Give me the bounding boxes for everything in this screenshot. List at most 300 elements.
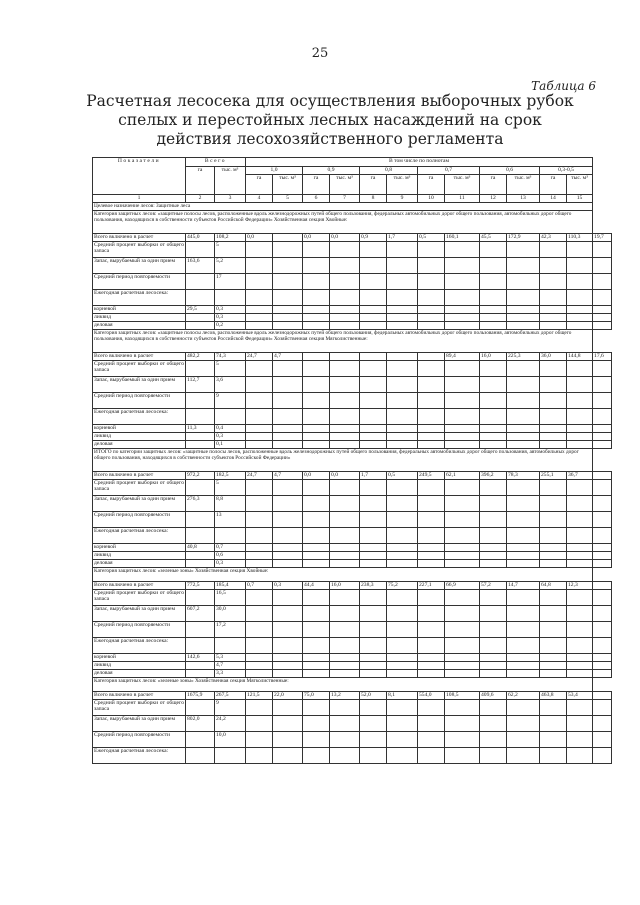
table-cell (360, 512, 387, 528)
table-cell (215, 748, 246, 764)
table-cell (507, 433, 540, 441)
table-cell (387, 700, 418, 716)
table-cell (330, 377, 360, 393)
table-cell (273, 306, 303, 314)
table-cell: 9 (215, 393, 246, 409)
row-label: Средний период повторяемости (93, 393, 186, 409)
table-cell (567, 274, 593, 290)
table-cell (273, 716, 303, 732)
table-cell (507, 290, 540, 306)
row-label: Средний процент выборки от общего запаса (93, 480, 186, 496)
table-cell (246, 700, 273, 716)
table-cell (480, 314, 507, 322)
table-cell (186, 732, 215, 748)
col-number: 12 (480, 195, 507, 203)
table-cell (246, 606, 273, 622)
table-cell: 112,7 (186, 377, 215, 393)
table-cell (567, 306, 593, 314)
table-cell (303, 544, 330, 552)
table-cell: 108,2 (215, 234, 246, 242)
table-cell (303, 716, 330, 732)
table-cell (273, 425, 303, 433)
table-cell (273, 638, 303, 654)
table-cell: 0,7 (215, 544, 246, 552)
forest-cut-table (92, 157, 612, 764)
table-cell (273, 393, 303, 409)
row-label: деловая (93, 670, 186, 678)
table-cell: 24,7 (246, 472, 273, 480)
table-cell (567, 700, 593, 716)
table-cell (445, 700, 480, 716)
table-cell (303, 314, 330, 322)
row-label: Запас, вырубаемый за один прием (93, 606, 186, 622)
table-cell (418, 353, 445, 361)
table-cell (273, 662, 303, 670)
table-cell (387, 606, 418, 622)
table-cell: 0,6 (215, 552, 246, 560)
category-text: Целевое назначение лесов: Защитные леса (93, 203, 593, 211)
table-cell (480, 274, 507, 290)
table-cell: 227,1 (418, 582, 445, 590)
table-cell (387, 590, 418, 606)
row-label: деловая (93, 560, 186, 568)
table-cell (540, 662, 567, 670)
data-row (93, 441, 612, 449)
table-cell (445, 590, 480, 606)
table-cell (507, 638, 540, 654)
table-cell (273, 496, 303, 512)
table-cell (593, 314, 612, 322)
table-cell (593, 425, 612, 433)
table-cell (507, 377, 540, 393)
header-indicators: Показатели (93, 158, 186, 195)
table-cell (330, 544, 360, 552)
table-cell (215, 409, 246, 425)
table-cell (387, 258, 418, 274)
row-label: деловая (93, 322, 186, 330)
table-cell (445, 480, 480, 496)
table-cell (330, 242, 360, 258)
col-number: 3 (215, 195, 246, 203)
table-cell (418, 274, 445, 290)
table-cell: 19,7 (593, 234, 612, 242)
table-cell: 0,3 (215, 560, 246, 568)
table-cell (360, 590, 387, 606)
table-cell (593, 552, 612, 560)
table-cell (330, 716, 360, 732)
table-cell (215, 638, 246, 654)
table-cell (186, 748, 215, 764)
data-row (93, 638, 612, 654)
table-cell (303, 242, 330, 258)
table-cell (445, 425, 480, 433)
table-cell: 607,2 (186, 606, 215, 622)
table-cell (273, 560, 303, 568)
table-cell: 276,3 (186, 496, 215, 512)
table-cell: 396,2 (480, 472, 507, 480)
table-cell (567, 638, 593, 654)
table-cell: 12,3 (567, 582, 593, 590)
col-number: 9 (387, 195, 418, 203)
table-cell (593, 528, 612, 544)
header-m3: тыс. м³ (445, 175, 480, 195)
row-label: корневой (93, 425, 186, 433)
table-cell (246, 512, 273, 528)
table-cell (215, 528, 246, 544)
table-cell (567, 377, 593, 393)
data-row (93, 242, 612, 258)
table-cell (330, 425, 360, 433)
table-cell (360, 306, 387, 314)
table-cell (418, 606, 445, 622)
table-cell (507, 528, 540, 544)
table-cell (186, 409, 215, 425)
table-cell (507, 361, 540, 377)
table-cell: 45,5 (480, 234, 507, 242)
table-cell: 0,5 (418, 234, 445, 242)
table-cell (303, 622, 330, 638)
table-cell (593, 732, 612, 748)
table-cell: 16,5 (215, 590, 246, 606)
header-m3: тыс. м³ (330, 175, 360, 195)
table-cell (540, 700, 567, 716)
data-row (93, 472, 612, 480)
table-cell (303, 322, 330, 330)
table-cell (507, 322, 540, 330)
row-label: Всего включено в расчет (93, 472, 186, 480)
table-cell: 62,1 (445, 472, 480, 480)
table-cell (480, 606, 507, 622)
table-cell (273, 748, 303, 764)
category-text: ИТОГО по категории защитных лесов: «защитные полосы лесов, расположенные вдоль железнодорожных путей общего пользования, федеральных автомобильных дорог общего пользования, автомобильных дорог общего пользования, находящихся в собственности субъектов Российской Федерации» (93, 449, 593, 472)
table-cell (445, 258, 480, 274)
data-row (93, 480, 612, 496)
table-cell (418, 528, 445, 544)
table-cell (593, 700, 612, 716)
category-row (93, 330, 612, 353)
table-cell (303, 377, 330, 393)
table-cell: 185,4 (215, 582, 246, 590)
table-cell (360, 258, 387, 274)
table-cell (387, 560, 418, 568)
table-cell (567, 480, 593, 496)
table-cell (418, 544, 445, 552)
table-cell (387, 528, 418, 544)
table-cell: 22,0 (273, 692, 303, 700)
table-cell (445, 314, 480, 322)
header-ha: га (360, 175, 387, 195)
col-number: 7 (330, 195, 360, 203)
table-cell (246, 322, 273, 330)
table-cell (480, 732, 507, 748)
table-cell (567, 425, 593, 433)
table-cell (507, 314, 540, 322)
table-cell (445, 290, 480, 306)
table-cell (418, 716, 445, 732)
data-row (93, 654, 612, 662)
header-m3: тыс. м³ (387, 175, 418, 195)
table-cell (186, 322, 215, 330)
table-cell (186, 361, 215, 377)
table-cell (246, 306, 273, 314)
table-cell (593, 716, 612, 732)
table-cell (540, 590, 567, 606)
table-cell: 0,0 (330, 472, 360, 480)
table-cell (480, 590, 507, 606)
table-cell (387, 322, 418, 330)
table-cell (480, 242, 507, 258)
table-cell: 5,3 (215, 654, 246, 662)
table-cell (418, 552, 445, 560)
table-cell (540, 258, 567, 274)
table-cell: 0,3 (215, 314, 246, 322)
table-cell (593, 560, 612, 568)
table-cell (593, 692, 612, 700)
data-row (93, 393, 612, 409)
table-cell (273, 441, 303, 449)
table-cell (507, 748, 540, 764)
table-cell (246, 654, 273, 662)
table-cell (507, 306, 540, 314)
table-cell (246, 590, 273, 606)
table-cell (360, 393, 387, 409)
table-cell: 24,7 (246, 353, 273, 361)
table-cell (273, 670, 303, 678)
table-cell (445, 274, 480, 290)
table-cell: 13,2 (330, 692, 360, 700)
table-cell (387, 314, 418, 322)
table-cell: 255,1 (540, 472, 567, 480)
table-cell (418, 512, 445, 528)
table-cell (567, 622, 593, 638)
table-cell (480, 361, 507, 377)
table-cell (567, 732, 593, 748)
table-cell (567, 528, 593, 544)
table-cell (540, 393, 567, 409)
table-cell (387, 242, 418, 258)
data-row (93, 670, 612, 678)
table-cell (303, 528, 330, 544)
table-cell (387, 662, 418, 670)
table-cell (360, 560, 387, 568)
table-cell (387, 353, 418, 361)
table-cell (418, 700, 445, 716)
table-body (93, 203, 612, 764)
row-label: Средний период повторяемости (93, 622, 186, 638)
table-cell (303, 274, 330, 290)
table-cell (567, 322, 593, 330)
data-row (93, 544, 612, 552)
data-row (93, 353, 612, 361)
table-cell (303, 441, 330, 449)
table-cell (246, 409, 273, 425)
row-label: Ежегодная расчетная лесосека: (93, 748, 186, 764)
row-label: корневой (93, 544, 186, 552)
document-title: Расчетная лесосека для осуществления выборочных рубок спелых и перестойных лесных насаждений на срок действия лесохозяйственного регламента (86, 92, 574, 148)
table-cell: 554,0 (418, 692, 445, 700)
table-cell (418, 560, 445, 568)
table-cell (186, 393, 215, 409)
col-number: 2 (186, 195, 215, 203)
table-cell (593, 258, 612, 274)
table-cell (593, 582, 612, 590)
table-cell (445, 322, 480, 330)
table-cell: 163,6 (186, 258, 215, 274)
data-row (93, 425, 612, 433)
table-cell (540, 552, 567, 560)
table-cell (273, 322, 303, 330)
table-cell (593, 512, 612, 528)
row-label: ликвид (93, 662, 186, 670)
table-cell (445, 393, 480, 409)
table-cell (507, 496, 540, 512)
table-cell (186, 242, 215, 258)
table-cell (593, 306, 612, 314)
table-cell (418, 425, 445, 433)
table-cell (246, 528, 273, 544)
table-header (93, 158, 612, 203)
table-cell (330, 552, 360, 560)
table-cell: 16,0 (330, 582, 360, 590)
table-cell (360, 732, 387, 748)
table-cell (567, 496, 593, 512)
data-row (93, 560, 612, 568)
table-cell (330, 290, 360, 306)
table-cell (540, 544, 567, 552)
table-cell (303, 306, 330, 314)
table-cell: 1,7 (360, 472, 387, 480)
header-m3: тыс. м³ (567, 175, 593, 195)
table-cell (273, 622, 303, 638)
table-cell (540, 377, 567, 393)
table-cell (330, 306, 360, 314)
table-cell (387, 638, 418, 654)
table-cell (593, 274, 612, 290)
table-cell: 0,3 (273, 582, 303, 590)
table-cell (507, 654, 540, 662)
table-cell (540, 409, 567, 425)
table-cell (507, 441, 540, 449)
data-row (93, 290, 612, 306)
table-cell (303, 590, 330, 606)
table-cell: 238,3 (360, 582, 387, 590)
table-cell (387, 433, 418, 441)
row-label: Всего включено в расчет (93, 234, 186, 242)
table-cell (540, 560, 567, 568)
header-ha: га (246, 175, 273, 195)
table-cell: 482,2 (186, 353, 215, 361)
table-cell: 0,9 (360, 234, 387, 242)
table-cell (387, 544, 418, 552)
header-ha: га (418, 175, 445, 195)
row-label: корневой (93, 654, 186, 662)
category-text: Категория защитных лесов: «зеленые зоны» Хозяйственная секция Мягколиственные: (93, 678, 593, 692)
table-cell (303, 638, 330, 654)
data-row (93, 322, 612, 330)
table-cell (303, 258, 330, 274)
table-cell (273, 544, 303, 552)
table-cell (507, 544, 540, 552)
table-cell (507, 622, 540, 638)
table-cell: 463,8 (540, 692, 567, 700)
table-cell (273, 274, 303, 290)
table-cell (540, 480, 567, 496)
table-cell (246, 377, 273, 393)
page-number: 25 (311, 46, 329, 61)
table-cell: 8,1 (387, 692, 418, 700)
table-cell (445, 622, 480, 638)
table-cell (360, 662, 387, 670)
table-cell (418, 433, 445, 441)
table-cell: 4,7 (273, 472, 303, 480)
table-cell (330, 622, 360, 638)
table-cell (418, 409, 445, 425)
table-cell (246, 748, 273, 764)
table-cell (273, 377, 303, 393)
table-cell (507, 425, 540, 433)
table-cell: 3,3 (215, 670, 246, 678)
table-cell (507, 590, 540, 606)
table-cell (360, 361, 387, 377)
table-cell (273, 409, 303, 425)
table-cell (330, 560, 360, 568)
table-cell: 1,7 (387, 234, 418, 242)
table-cell (540, 425, 567, 433)
table-cell (540, 622, 567, 638)
table-cell (246, 496, 273, 512)
data-row (93, 258, 612, 274)
table-cell (567, 512, 593, 528)
table-cell (303, 606, 330, 622)
table-cell (330, 393, 360, 409)
table-cell (480, 377, 507, 393)
table-cell (246, 393, 273, 409)
table-cell (540, 290, 567, 306)
table-cell (246, 544, 273, 552)
header-ha: га (480, 175, 507, 195)
table-cell (567, 716, 593, 732)
table-cell (273, 512, 303, 528)
data-row (93, 748, 612, 764)
table-cell (330, 606, 360, 622)
table-cell (480, 552, 507, 560)
table-cell (303, 425, 330, 433)
table-cell: 10,0 (215, 732, 246, 748)
header-total-ha: га (186, 167, 215, 195)
table-cell (246, 425, 273, 433)
table-cell (480, 528, 507, 544)
table-cell (186, 441, 215, 449)
column-numbers-row (93, 195, 612, 203)
table-cell (246, 552, 273, 560)
table-cell (480, 560, 507, 568)
table-cell (273, 242, 303, 258)
table-cell (186, 552, 215, 560)
table-cell (507, 662, 540, 670)
header-density: 0,8 (360, 167, 418, 175)
table-cell (360, 290, 387, 306)
table-cell (360, 322, 387, 330)
table-cell: 57,2 (480, 582, 507, 590)
table-cell: 772,5 (186, 582, 215, 590)
table-cell: 0,4 (215, 425, 246, 433)
table-cell (360, 638, 387, 654)
table-cell: 13 (215, 512, 246, 528)
table-cell (186, 528, 215, 544)
table-cell (360, 353, 387, 361)
data-row (93, 582, 612, 590)
table-cell (567, 242, 593, 258)
